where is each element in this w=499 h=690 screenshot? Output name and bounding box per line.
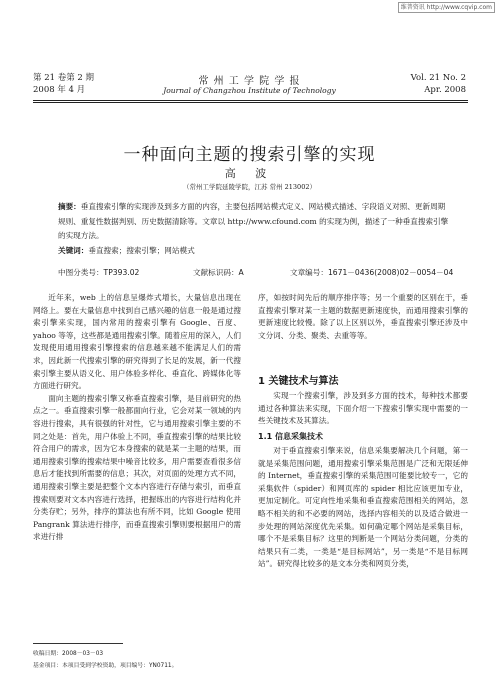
article-number: 文章编号：1671－0436(2008)02－0054－04 bbox=[290, 268, 454, 277]
clc-number: 中图分类号：TP393.02 bbox=[58, 268, 140, 277]
document-code: 文献标识码：A bbox=[193, 268, 244, 277]
journal-name-cn: 常 州 工 学 院 学 报 bbox=[198, 76, 301, 87]
paragraph: 实现一个搜索引擎，涉及到多方面的技术，每种技术都要通过各种算法来实现，下面介绍一下搜索引擎实现中需要的一些关键技术及其算法。 bbox=[258, 391, 468, 426]
paragraph: 近年来，web 上的信息呈爆炸式增长，大量信息出现在网络上。要在大量信息中找到自己感兴趣的信息一般是通过搜索引擎来实现，国内常用的搜索引擎有 Google、百度、yahoo 等等，这些都是通用搜索引擎。随着应用的深入，人们发现使用通用搜索引擎搜索的信息越来越不能满足人们的需求，因此新一代搜索引擎的研究得到了长足的发展，新一代搜索引擎主要从语义化、用户体验多样化、垂直化、跨媒体化等方面进行研究。 bbox=[33, 293, 241, 391]
journal-name-en: Journal of Changzhou Institute of Technology bbox=[163, 86, 336, 95]
abstract-label: 摘要： bbox=[58, 202, 81, 211]
abstract-text: 垂直搜索引擎的实现涉及到多方面的内容，主要包括网站模式定义、网站模式描述、字段语义对照、更新周期规则、重复性数据判别、历史数据清除等。文章以 http://www.cfound.com 的实现为例，描述了一种垂直搜索引擎的实现方法。 bbox=[58, 202, 449, 240]
paragraph: 对于垂直搜索引擎来说，信息采集要解决几个问题，第一就是采集范围问题，通用搜索引擎采集范围是广泛和无限延伸的 Internet，垂直搜索引擎的采集范围可能要比较专一，它的采集软件（spider）和网页库的 spider 相比应该更加专业，更加定制化。可定向性地采集和垂直搜索范围相关的网站，忽略不相关的和不必要的网站，选择内容相关的以及适合做进一步处理的网站深度优先采集。如何确定哪个网站是采集目标，哪个不是采集目标？这里的判断是一个网站分类问题，分类的结果只有二类，一类是“是目标网站”，另一类是“不是目标网站”。研究得比较多的是文本分类和网页分类， bbox=[258, 446, 468, 569]
date-en: Apr. 2008 bbox=[424, 85, 466, 95]
section-1-body bbox=[258, 390, 468, 428]
source-stamp: 维普资讯 http://www.cqvip.com bbox=[398, 2, 495, 13]
author: 高 波 bbox=[224, 167, 275, 180]
left-column bbox=[33, 292, 241, 544]
header-rule bbox=[33, 100, 468, 101]
affiliation: （常州工学院延陵学院，江苏 常州 213002） bbox=[183, 183, 316, 191]
volume-cn: 第 21 卷第 2 期 bbox=[33, 73, 95, 83]
section-1-1-heading: 1.1 信息采集技术 bbox=[258, 432, 323, 441]
header-rule-thin bbox=[33, 102, 468, 103]
paragraph: 序，如按时间先后的顺序排序等；另一个重要的区别在于，垂直搜索引擎对某一主题的数据更新速度快，而通用搜索引擎的更新速度比较慢。除了以上区别以外，垂直搜索引擎还涉及中文分词、分类、聚类、去重等等。 bbox=[258, 293, 468, 340]
keywords-label: 关键词： bbox=[58, 245, 89, 255]
keywords-text: 垂直搜索；搜索引擎；网站模式 bbox=[88, 245, 195, 255]
section-1-heading: 1 关键技术与算法 bbox=[258, 376, 339, 387]
abstract-block bbox=[58, 200, 450, 258]
section-1-1-body bbox=[258, 445, 468, 571]
fund-note: 基金项目：本项目受到学校资助，项目编号：YN0711。 bbox=[33, 663, 178, 669]
received-date: 收稿日期：2008－03－03 bbox=[33, 651, 104, 657]
volume-en: Vol. 21 No. 2 bbox=[410, 73, 466, 83]
footnote-rule bbox=[33, 643, 123, 644]
paragraph: 面向主题的搜索引擎又称垂直搜索引擎，是目前研究的热点之一。垂直搜索引擎一般都面向行业，它会对某一领域的内容进行搜索，具有很强的针对性，它与通用搜索引擎主要的不同之处是：首先，用户体验上不同，垂直搜索引擎的结果比较符合用户的需求，因为它本身搜索的就是某一主题的结果，而通用搜索引擎的搜索结果中噪音比较多，用户需要查看很多信息后才能找到所需要的信息；其次，对页面的处理方式不同，通用搜索引擎主要是把整个文本内容进行存储与索引，而垂直搜索则要对文本内容进行选择，把握练出的内容进行结构化并分类存贮；另外，排序的算法也有所不同，比如 Google 使用 Pangrank 算法进行排序，而垂直搜索引擎则要根据用户的需求进行排 bbox=[33, 393, 241, 542]
paper-title: 一种面向主题的搜索引擎的实现 bbox=[123, 145, 376, 165]
date-cn: 2008 年 4 月 bbox=[33, 85, 86, 95]
right-column-top bbox=[258, 292, 468, 342]
